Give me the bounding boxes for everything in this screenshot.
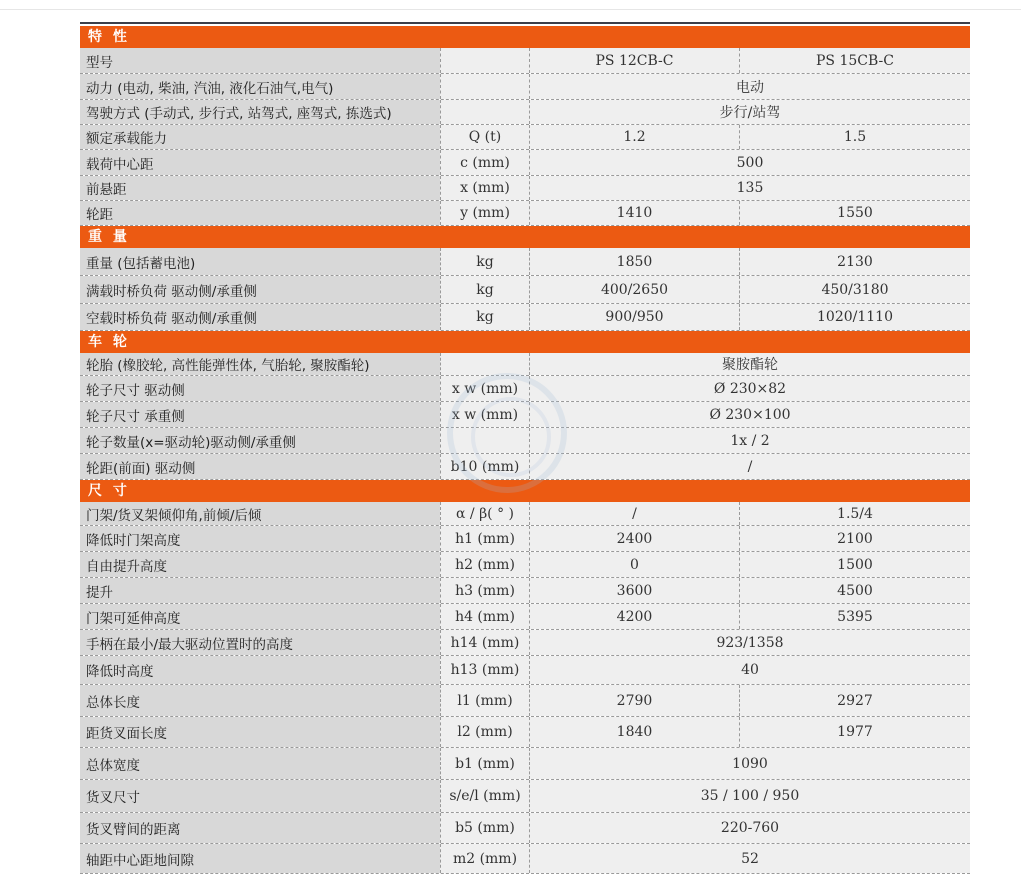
row-value: 电动 bbox=[530, 74, 970, 99]
row-value: 923/1358 bbox=[530, 630, 970, 655]
table-row bbox=[80, 526, 970, 552]
row-value: 35 / 100 / 950 bbox=[530, 780, 970, 812]
row-unit: h14 (mm) bbox=[440, 630, 530, 655]
row-unit: l1 (mm) bbox=[440, 685, 530, 716]
table-row bbox=[80, 578, 970, 604]
row-value: Ø 230×100 bbox=[530, 402, 970, 427]
table-top-rule bbox=[80, 22, 970, 24]
table-row bbox=[80, 502, 970, 526]
row-value-ps12: 1850 bbox=[530, 248, 740, 275]
row-value: 步行/站驾 bbox=[530, 100, 970, 124]
row-unit: b5 (mm) bbox=[440, 813, 530, 843]
row-label: 轮距 bbox=[80, 201, 440, 225]
row-unit: b1 (mm) bbox=[440, 748, 530, 779]
row-label: 满载时桥负荷 驱动侧/承重侧 bbox=[80, 276, 440, 303]
row-unit bbox=[440, 48, 530, 73]
table-row bbox=[80, 276, 970, 304]
row-label: 额定承载能力 bbox=[80, 125, 440, 149]
table-row bbox=[80, 748, 970, 780]
row-value: 40 bbox=[530, 656, 970, 684]
row-unit: α / β( ° ) bbox=[440, 502, 530, 525]
row-label: 提升 bbox=[80, 578, 440, 603]
table-row bbox=[80, 630, 970, 656]
table-row bbox=[80, 125, 970, 150]
row-label: 轮子数量(x=驱动轮)驱动侧/承重侧 bbox=[80, 428, 440, 453]
row-value-ps12: 3600 bbox=[530, 578, 740, 603]
row-unit bbox=[440, 100, 530, 124]
row-unit: h1 (mm) bbox=[440, 526, 530, 551]
row-unit: h13 (mm) bbox=[440, 656, 530, 684]
row-label: 手柄在最小/最大驱动位置时的高度 bbox=[80, 630, 440, 655]
row-value-ps12: PS 12CB-C bbox=[530, 48, 740, 73]
section-header: 尺 寸 bbox=[80, 480, 970, 502]
row-label: 门架可延伸高度 bbox=[80, 604, 440, 629]
row-value: 135 bbox=[530, 176, 970, 200]
row-label: 前悬距 bbox=[80, 176, 440, 200]
row-value: Ø 230×82 bbox=[530, 376, 970, 401]
table-row bbox=[80, 717, 970, 748]
row-unit: h2 (mm) bbox=[440, 552, 530, 577]
row-value-ps15: 1500 bbox=[740, 552, 970, 577]
row-value: 1x / 2 bbox=[530, 428, 970, 453]
row-label: 重量 (包括蓄电池) bbox=[80, 248, 440, 275]
table-row bbox=[80, 813, 970, 844]
row-value-ps12: 400/2650 bbox=[530, 276, 740, 303]
row-label: 总体宽度 bbox=[80, 748, 440, 779]
row-unit: x (mm) bbox=[440, 176, 530, 200]
row-label: 轮子尺寸 承重侧 bbox=[80, 402, 440, 427]
table-row bbox=[80, 685, 970, 717]
row-value-ps15: 2100 bbox=[740, 526, 970, 551]
row-unit: h4 (mm) bbox=[440, 604, 530, 629]
section-header: 重 量 bbox=[80, 226, 970, 248]
table-row bbox=[80, 48, 970, 74]
row-value-ps12: 1410 bbox=[530, 201, 740, 225]
table-row bbox=[80, 100, 970, 125]
top-divider bbox=[0, 9, 1021, 10]
row-value-ps15: 2130 bbox=[740, 248, 970, 275]
row-label: 驾驶方式 (手动式, 步行式, 站驾式, 座驾式, 拣选式) bbox=[80, 100, 440, 124]
table-row bbox=[80, 402, 970, 428]
row-value-ps12: 4200 bbox=[530, 604, 740, 629]
table-row bbox=[80, 780, 970, 813]
row-label: 降低时门架高度 bbox=[80, 526, 440, 551]
table-row bbox=[80, 248, 970, 276]
table-row bbox=[80, 376, 970, 402]
row-label: 门架/货叉架倾仰角,前倾/后倾 bbox=[80, 502, 440, 525]
section-header: 特 性 bbox=[80, 26, 970, 48]
row-label: 降低时高度 bbox=[80, 656, 440, 684]
row-value-ps15: PS 15CB-C bbox=[740, 48, 970, 73]
row-label: 自由提升高度 bbox=[80, 552, 440, 577]
row-value: 1090 bbox=[530, 748, 970, 779]
row-label: 轮距(前面) 驱动侧 bbox=[80, 454, 440, 479]
row-value-ps15: 5395 bbox=[740, 604, 970, 629]
row-unit: s/e/l (mm) bbox=[440, 780, 530, 812]
row-label: 动力 (电动, 柴油, 汽油, 液化石油气,电气) bbox=[80, 74, 440, 99]
table-row bbox=[80, 428, 970, 454]
row-unit: c (mm) bbox=[440, 150, 530, 175]
row-unit: x w (mm) bbox=[440, 402, 530, 427]
row-value-ps15: 1977 bbox=[740, 717, 970, 747]
row-label: 轴距中心距地间隙 bbox=[80, 844, 440, 873]
row-unit bbox=[440, 428, 530, 453]
row-value-ps15: 450/3180 bbox=[740, 276, 970, 303]
table-row bbox=[80, 150, 970, 176]
row-label: 轮子尺寸 驱动侧 bbox=[80, 376, 440, 401]
row-label: 空载时桥负荷 驱动侧/承重侧 bbox=[80, 304, 440, 330]
row-unit: x w (mm) bbox=[440, 376, 530, 401]
table-row bbox=[80, 454, 970, 480]
row-label: 货叉臂间的距离 bbox=[80, 813, 440, 843]
row-unit: h3 (mm) bbox=[440, 578, 530, 603]
row-value: 220-760 bbox=[530, 813, 970, 843]
row-unit: l2 (mm) bbox=[440, 717, 530, 747]
row-label: 总体长度 bbox=[80, 685, 440, 716]
table-row bbox=[80, 201, 970, 226]
row-unit: b10 (mm) bbox=[440, 454, 530, 479]
row-label: 轮胎 (橡胶轮, 高性能弹性体, 气胎轮, 聚胺酯轮) bbox=[80, 353, 440, 375]
row-label: 型号 bbox=[80, 48, 440, 73]
table-row bbox=[80, 176, 970, 201]
row-unit: kg bbox=[440, 304, 530, 330]
row-value-ps12: 0 bbox=[530, 552, 740, 577]
row-value-ps15: 1550 bbox=[740, 201, 970, 225]
table-row bbox=[80, 604, 970, 630]
row-value: 500 bbox=[530, 150, 970, 175]
row-unit: kg bbox=[440, 248, 530, 275]
row-value-ps12: 900/950 bbox=[530, 304, 740, 330]
table-row bbox=[80, 552, 970, 578]
row-value-ps12: 2400 bbox=[530, 526, 740, 551]
row-value-ps12: 2790 bbox=[530, 685, 740, 716]
row-value: / bbox=[530, 454, 970, 479]
row-unit bbox=[440, 74, 530, 99]
row-value-ps15: 2927 bbox=[740, 685, 970, 716]
row-value-ps15: 4500 bbox=[740, 578, 970, 603]
table-row bbox=[80, 74, 970, 100]
table-row bbox=[80, 304, 970, 331]
row-unit: kg bbox=[440, 276, 530, 303]
row-unit: y (mm) bbox=[440, 201, 530, 225]
row-value: 52 bbox=[530, 844, 970, 873]
section-header: 车 轮 bbox=[80, 331, 970, 353]
table-row bbox=[80, 353, 970, 376]
spec-table bbox=[80, 22, 970, 874]
row-label: 距货叉面长度 bbox=[80, 717, 440, 747]
row-unit: Q (t) bbox=[440, 125, 530, 149]
row-value-ps12: 1840 bbox=[530, 717, 740, 747]
row-value-ps12: / bbox=[530, 502, 740, 525]
row-unit bbox=[440, 353, 530, 375]
row-value-ps15: 1.5/4 bbox=[740, 502, 970, 525]
table-row bbox=[80, 656, 970, 685]
row-label: 载荷中心距 bbox=[80, 150, 440, 175]
row-value-ps12: 1.2 bbox=[530, 125, 740, 149]
row-unit: m2 (mm) bbox=[440, 844, 530, 873]
row-label: 货叉尺寸 bbox=[80, 780, 440, 812]
row-value: 聚胺酯轮 bbox=[530, 353, 970, 375]
row-value-ps15: 1.5 bbox=[740, 125, 970, 149]
row-value-ps15: 1020/1110 bbox=[740, 304, 970, 330]
